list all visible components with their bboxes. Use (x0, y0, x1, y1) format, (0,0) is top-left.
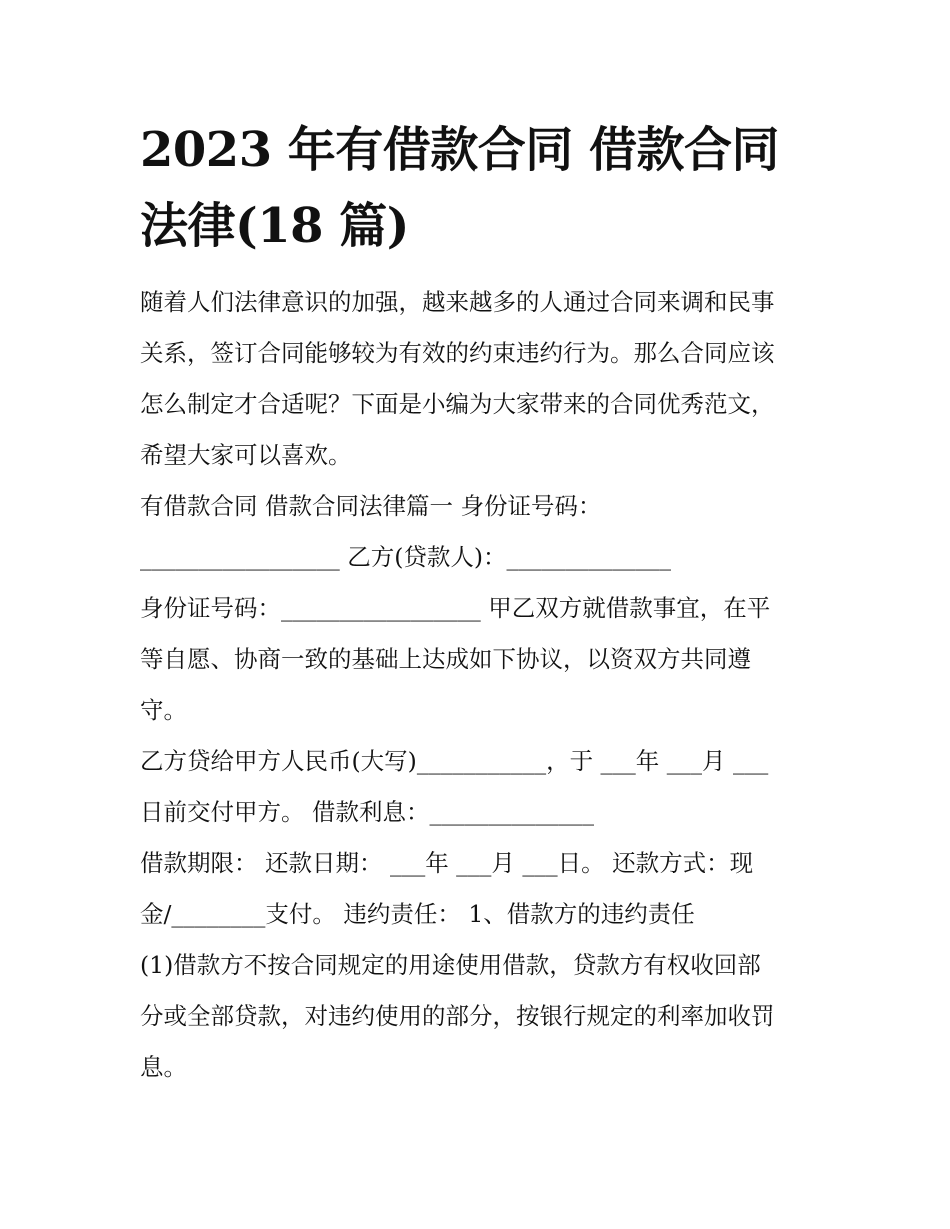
body-line: 希望大家可以喜欢。 (140, 441, 352, 469)
body-line: 息。 (140, 1053, 187, 1081)
body-line: 守。 (140, 696, 187, 724)
title-line: 法律(18 篇) (140, 198, 409, 254)
body-line: 日前交付甲方。 借款利息：______________ (140, 798, 594, 826)
document-title (140, 112, 779, 264)
document-body (140, 277, 775, 1093)
body-line: 金/________支付。 违约责任： 1、借款方的违约责任 (140, 900, 695, 928)
body-line: _________________ 乙方(贷款人)：______________ (140, 543, 672, 571)
body-line: 等自愿、协商一致的基础上达成如下协议，以资双方共同遵 (140, 645, 751, 673)
body-line: 怎么制定才合适呢？下面是小编为大家带来的合同优秀范文， (140, 390, 775, 418)
body-line: (1)借款方不按合同规定的用途使用借款，贷款方有权收回部 (140, 951, 761, 979)
body-line: 随着人们法律意识的加强，越来越多的人通过合同来调和民事 (140, 288, 775, 316)
title-line: 2023 年有借款合同 借款合同 (140, 122, 780, 178)
body-line: 身份证号码：_________________ 甲乙双方就借款事宜，在平 (140, 594, 771, 622)
body-line: 分或全部贷款，对违约使用的部分，按银行规定的利率加收罚 (140, 1002, 775, 1030)
body-line: 有借款合同 借款合同法律篇一 身份证号码： (140, 492, 602, 520)
body-line: 借款期限： 还款日期： ___年 ___月 ___日。 还款方式：现 (140, 849, 754, 877)
body-line: 关系，签订合同能够较为有效的约束违约行为。那么合同应该 (140, 339, 775, 367)
body-line: 乙方贷给甲方人民币(大写)___________，于 ___年 ___月 ___ (140, 747, 769, 775)
